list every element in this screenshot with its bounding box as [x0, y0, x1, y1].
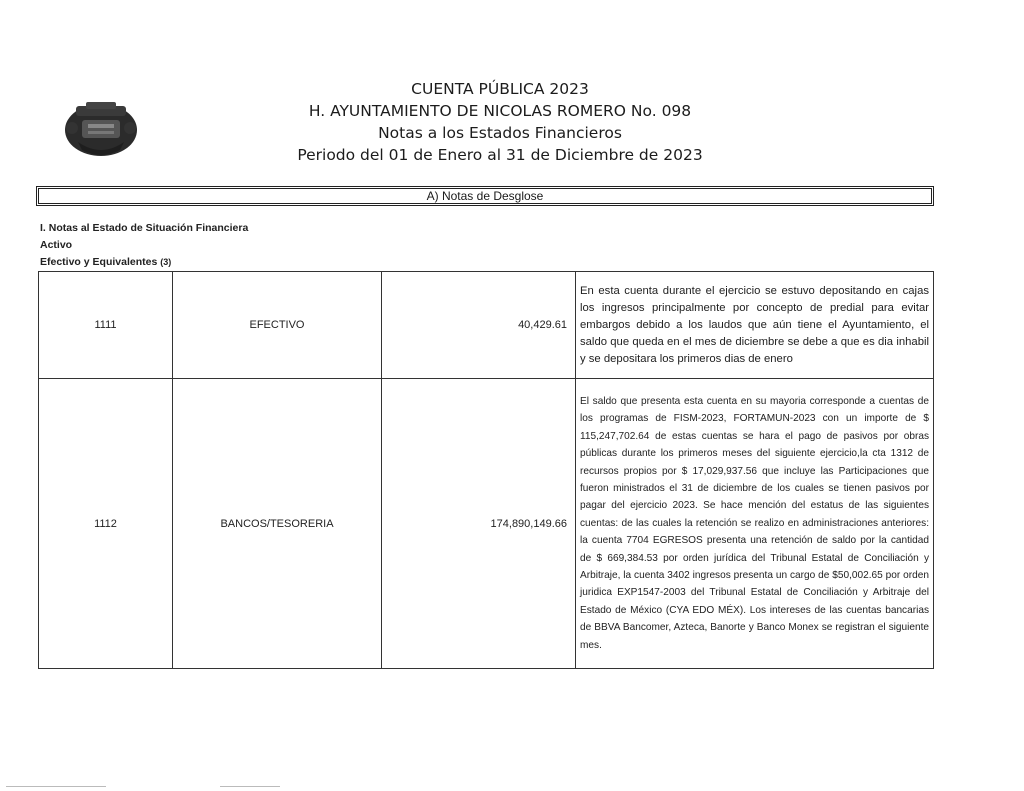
section-labels [40, 220, 248, 271]
header-subtitle: Notas a los Estados Financieros [378, 124, 622, 142]
account-amount: 174,890,149.66 [382, 379, 576, 669]
table-row [39, 379, 934, 669]
notes-table [38, 271, 934, 669]
account-note: El saldo que presenta esta cuenta en su mayoria corresponde a cuentas de los programas de FISM-2023, FORTAMUN-2023 con un importe de $ 115,247,702.64 de estas cuentas se hara el pago de pasivos por obras públicas durante los primeros meses del siguiente ejercicio,la cta 1312 de recursos propios por $ 17,029,937.56 que incluye las Participaciones que fueron ministrados el 31 de diciembre de los cuales se tienen pasivos por pagar del ejercicio 2023. Se hace mención del estatus de las siguientes cuentas: de las cuales la retención se realizo en administraciones anteriores: la cuenta 7704 EGRESOS presenta una retención de saldo por la cantidad de $ 669,384.53 por orden jurídica del Tribunal Estatal de Conciliación y Arbitraje, la cuenta 3402 ingresos presenta un cargo de $50,002.65 por orden juridica EXP1547-2003 del Tribunal Estatal de Conciliación y Arbitraje del Estado de México (CYA EDO MÉX). Los intereses de las cuentas bancarias de BBVA Bancomer, Azteca, Banorte y Banco Monex se registran el siguiente mes. [576, 379, 934, 669]
label-financial-position: I. Notas al Estado de Situación Financiera [40, 222, 249, 234]
footer-divider [220, 786, 280, 787]
section-title: A) Notas de Desglose [426, 189, 544, 203]
account-name: EFECTIVO [173, 272, 382, 379]
document-header [200, 78, 800, 166]
account-code: 1112 [39, 379, 173, 669]
label-assets: Activo [40, 239, 73, 251]
label-cash-ref: (3) [160, 257, 172, 267]
label-cash-equivalents: Efectivo y Equivalentes (3) [40, 256, 172, 268]
header-entity: H. AYUNTAMIENTO DE NICOLAS ROMERO No. 098 [308, 102, 692, 120]
header-period: Periodo del 01 de Enero al 31 de Diciembre de 2023 [297, 146, 703, 164]
account-note: En esta cuenta durante el ejercicio se estuvo depositando en cajas los ingresos principalmente por concepto de predial para evitar embargos debido a los laudos que aún tiene el Ayuntamiento, el saldo que queda en el mes de diciembre se debe a que es dia inhabil y se depositara los primeros dias de enero [576, 272, 934, 379]
account-name: BANCOS/TESORERIA [173, 379, 382, 669]
account-code: 1111 [39, 272, 173, 379]
header-title: CUENTA PÚBLICA 2023 [411, 80, 589, 98]
account-amount: 40,429.61 [382, 272, 576, 379]
table-row [39, 272, 934, 379]
municipal-seal-logo [58, 100, 144, 158]
section-title-box [36, 186, 934, 206]
footer-divider [6, 786, 106, 787]
